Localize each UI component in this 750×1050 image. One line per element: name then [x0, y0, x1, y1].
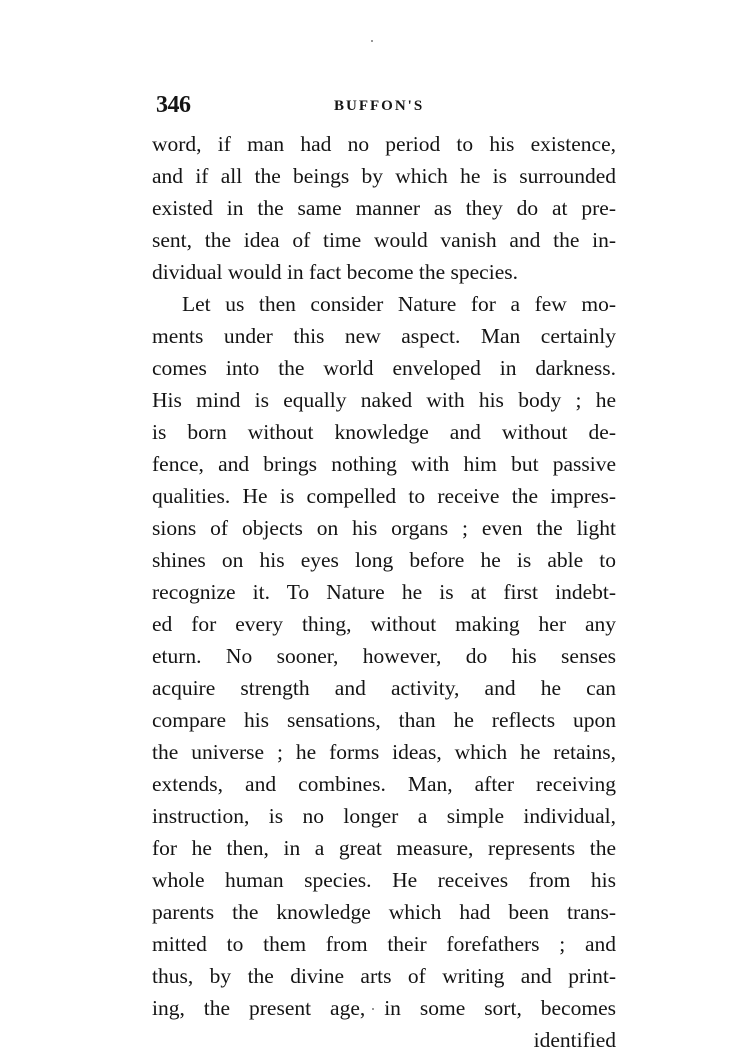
text-line: for he then, in a great measure, represents the	[152, 836, 616, 860]
text-line: ing, the present age, in some sort, becomes	[152, 996, 616, 1020]
page-number: 346	[156, 92, 191, 118]
text-line: acquire strength and activity, and he can	[152, 676, 616, 700]
text-line: compare his sensations, than he reflects upon	[152, 708, 616, 732]
text-line: eturn. No sooner, however, do his senses	[152, 644, 616, 668]
text-line: qualities. He is compelled to receive the impres-	[152, 484, 616, 508]
text-line: instruction, is no longer a simple individual,	[152, 804, 616, 828]
text-line: extends, and combines. Man, after receiving	[152, 772, 616, 796]
text-line: existed in the same manner as they do at pre-	[152, 196, 616, 220]
page-header	[156, 92, 616, 122]
running-head: BUFFON'S	[334, 98, 425, 114]
text-line: fence, and brings nothing with him but passive	[152, 452, 616, 476]
text-line: comes into the world enveloped in darkness.	[152, 356, 616, 380]
text-line: recognize it. To Nature he is at first indebt-	[152, 580, 616, 604]
text-line: Let us then consider Nature for a few mo-	[182, 292, 616, 316]
text-line: whole human species. He receives from his	[152, 868, 616, 892]
text-line: parents the knowledge which had been trans-	[152, 900, 616, 924]
body-text	[152, 128, 616, 1050]
text-line: mitted to them from their forefathers ; and	[152, 932, 616, 956]
text-line: dividual would in fact become the species.	[152, 260, 518, 284]
text-line: word, if man had no period to his existence,	[152, 132, 616, 156]
text-line: is born without knowledge and without de-	[152, 420, 616, 444]
text-line: sions of objects on his organs ; even the light	[152, 516, 616, 540]
text-line: shines on his eyes long before he is able to	[152, 548, 616, 572]
text-line: and if all the beings by which he is surrounded	[152, 164, 616, 188]
text-line: ments under this new aspect. Man certainly	[152, 324, 616, 348]
text-line: sent, the idea of time would vanish and the in-	[152, 228, 616, 252]
text-line: the universe ; he forms ideas, which he retains,	[152, 740, 616, 764]
text-line: ed for every thing, without making her any	[152, 612, 616, 636]
catchword: identified	[533, 1028, 616, 1050]
text-line: His mind is equally naked with his body ; he	[152, 388, 616, 412]
ink-speck	[371, 40, 373, 42]
text-line: thus, by the divine arts of writing and print-	[152, 964, 616, 988]
